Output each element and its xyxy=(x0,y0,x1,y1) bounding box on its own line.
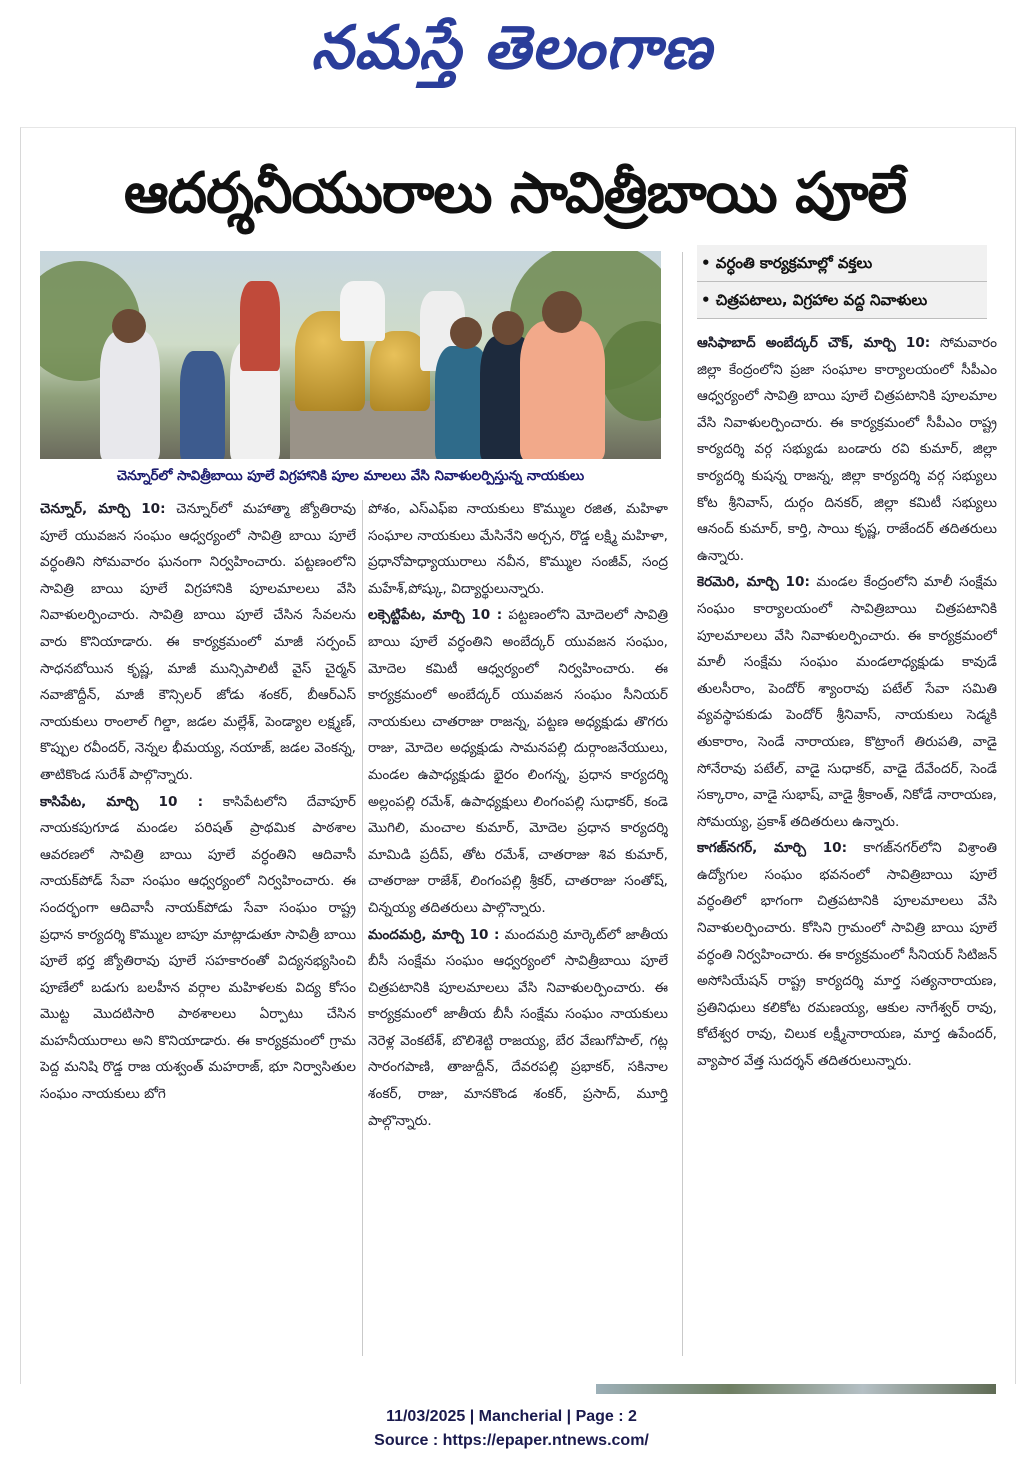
paragraph-text: కాగజ్‌నగర్‌లోని విశ్రాంతి ఉద్యోగుల సంఘం భవనంలో సావిత్రిబాయి పూలే వర్ధంతిలో భాగంగా చిత్రపటానికి పూలమాలలు వేసి నివాళులర్పించారు. కోసిని గ్రామంలో సావిత్రి బాయి పూలే వర్ధంతి నిర్వహించారు. ఈ కార్యక్రమంలో సీనియర్ సిటిజన్ అసోసియేషన్ రాష్ట్ర కార్యదర్శి మార్త సత్యనారాయణ, ప్రతినిధులు కలికోట రమణయ్య, ఆకుల నాగేశ్వర్ రావు, కోటేశ్వర రావు, చిలుక లక్ష్మీనారాయణ, మార్త ఉపేందర్, వ్యాపార వేత్త సుదర్శన్ తదితరులున్నారు. xyxy=(697,840,997,1070)
dateline: కాగజ్‌నగర్, మార్చి 10: xyxy=(697,840,848,857)
paragraph xyxy=(368,496,668,602)
dateline: కెరమెరి, మార్చి 10: xyxy=(697,574,810,591)
article-column-3 xyxy=(697,330,997,1360)
article-column-1 xyxy=(40,496,356,1360)
article-column-2 xyxy=(368,496,668,1360)
bottom-photo-strip xyxy=(596,1384,996,1394)
paragraph xyxy=(368,602,668,921)
paragraph-text: చెన్నూర్‌లో మహాత్మా జ్యోతిరావు పూలే యువజన సంఘం ఆధ్వర్యంలో సావిత్రి బాయి పూలే వర్ధంతిని సోమవారం ఘనంగా నిర్వహించారు. పట్టణంలోని సావిత్రి బాయి పూలే విగ్రహానికి పూలమాలలు వేసి నివాళులర్పించారు. సావిత్రి బాయి పూలే చేసిన సేవలను వారు కొనియాడారు. ఈ కార్యక్రమంలో మాజీ సర్పంచ్ సాధనబోయిన కృష్ణ, మాజీ మున్సిపాలిటీ వైస్ చైర్మన్ నవాజొద్దీన్, మాజీ కౌన్సిలర్ జోడు శంకర్, బీఆర్‌ఎస్ నాయకులు రాంలాల్ గిల్డా, జడల మల్లేశ్, పెండ్యాల లక్ష్మణ్, కొప్పుల రవీందర్, నెన్నల భీమయ్య, నయాజ్, జడల వెంకన్న, తాటికొండ సురేశ్ పాల్గొన్నారు. xyxy=(40,501,356,783)
dateline: ఆసిఫాబాద్ అంబేద్కర్ చౌక్, మార్చి 10: xyxy=(697,335,931,351)
paragraph xyxy=(697,569,997,835)
paragraph xyxy=(40,496,356,789)
dateline: కాసిపేట, మార్చి 10 : xyxy=(40,793,204,810)
paragraph xyxy=(368,922,668,1135)
masthead-title: నమస్తే తెలంగాణ xyxy=(310,13,713,83)
subheads xyxy=(697,245,987,319)
paragraph xyxy=(697,835,997,1074)
subhead-item: • వర్ధంతి కార్యక్రమాల్లో వక్తలు xyxy=(697,245,987,282)
subhead-item: • చిత్రపటాలు, విగ్రహాల వద్ద నివాళులు xyxy=(697,282,987,319)
photo-caption: చెన్నూర్‌లో సావిత్రీబాయి పూలే విగ్రహానికి పూల మాలలు వేసి నివాళులర్పిస్తున్న నాయకులు xyxy=(116,468,585,484)
paragraph xyxy=(40,789,356,1108)
dateline: మందమర్రి, మార్చి 10 : xyxy=(368,926,500,943)
article-headline: ఆదర్శనీయురాలు సావిత్రీబాయి పూలే xyxy=(123,161,907,226)
footer-source-line: Source : https://epaper.ntnews.com/ xyxy=(374,1432,649,1449)
paragraph-text: మండల కేంద్రంలోని మాలీ సంక్షేమ సంఘం కార్యాలయంలో సావిత్రిబాయి చిత్రపటానికి పూలమాలలు వేసి నివాళులర్పించారు. ఈ కార్యక్రమంలో మాలీ సంక్షేమ సంఘం మండలాధ్యక్షుడు కావుడే తులసీరాం, పెందోర్ శ్యాంరావు పటేల్ సేవా సమితి వ్యవస్థాపకుడు పెందోర్ శ్రీనివాస్, నాయకులు సెడ్మకి తుకారాం, సెండే నారాయణ, కొట్రాంగే తిరుపతి, వాడై సోనేరావు పటేల్, వాడై సుధాకర్, వాడై దేవేందర్, సెండే సక్కారాం, వాడై సుభాష్, వాడై శ్రీకాంత్, నికోడే నారాయణ, సోమయ్య, ప్రకాశ్ తదితరులు ఉన్నారు. xyxy=(697,574,997,830)
paragraph xyxy=(697,330,997,569)
article-photo xyxy=(40,251,661,459)
masthead xyxy=(0,0,1023,100)
dateline: చెన్నూర్, మార్చి 10: xyxy=(40,501,166,517)
page-footer xyxy=(0,1405,1023,1453)
footer-date-line: 11/03/2025 | Mancherial | Page : 2 xyxy=(386,1408,637,1425)
paragraph-text: కాసిపేటలోని దేవాపూర్ నాయకపుగూడ మండల పరిషత్ ప్రాథమిక పాఠశాల ఆవరణలో సావిత్రి బాయి పూలే వర్ధంతిని ఆదివాసీ నాయక్‌పోడ్ సేవా సంఘం ఆధ్వర్యంలో నిర్వహించారు. ఈ సందర్భంగా ఆదివాసీ నాయక్‌పోడు సేవా సంఘం రాష్ట్ర ప్రధాన కార్యదర్శి కొమ్ముల బాపూ మాట్లాడుతూ సావిత్రీ బాయి పూలే భర్త జ్యోతిరావు పూలే సహకారంతో విద్యనభ్యసించి పూణేలో బడుగు బలహీన వర్గాల మహిళలకు విద్య కోసం మొట్ట మొదటిసారి పాఠశాలలు ఏర్పాటు చేసిన మహనీయురాలు అని కొనియాడారు. ఈ కార్యక్రమంలో గ్రామ పెద్ద మనిషి రొడ్డ రాజ యశ్వంత్ మహరాజ్, భూ నిర్వాసితుల సంఘం నాయకులు బోగె xyxy=(40,793,356,1103)
paragraph-text: సోమవారం జిల్లా కేంద్రంలోని ప్రజా సంఘాల కార్యాలయంలో సీపీఎం ఆధ్వర్యంలో సావిత్రి బాయి పూలే చిత్రపటానికి పూలమాల వేసి నివాళులర్పించారు. ఈ కార్యక్రమంలో సీపీఎం రాష్ట్ర కార్యదర్శి వర్గ సభ్యుడు బండారు రవి కుమార్, జిల్లా కార్యదర్శి కుషన్న రాజన్న, జిల్లా కార్యదర్శి వర్గ సభ్యులు కోట శ్రీనివాస్, దుర్గం దినకర్, జిల్లా కమిటీ సభ్యులు ఆనంద్ కుమార్, కార్తి, సాయి కృష్ణ, రాజేందర్ తదితరులు ఉన్నారు. xyxy=(697,335,997,564)
dateline: లక్సెట్టిపేట, మార్చి 10 : xyxy=(368,607,503,624)
paragraph-text: పట్టణంలోని మోదెలలో సావిత్రి బాయి పూలే వర్ధంతిని అంబేద్కర్ యువజన సంఘం, మోదెల కమిటీ ఆధ్వర్యంలో నిర్వహించారు. ఈ కార్యక్రమంలో అంబేద్కర్ యువజన సంఘం సీనియర్ నాయకులు చాతరాజు రాజన్న, పట్టణ అధ్యక్షుడు తొగరు రాజు, మోదెల అధ్యక్షుడు సామనపల్లి దుర్గాంజనేయులు, మండల ఉపాధ్యక్షుడు భైరం లింగన్న, ప్రధాన కార్యదర్శి అల్లంపల్లి రమేశ్, ఉపాధ్యక్షులు లింగంపల్లి సుధాకర్, కండె మొగిలి, మంచాల కుమార్, మోదెల ప్రధాన కార్యదర్శి మామిడి ప్రదీప్, తోట రమేశ్, చాతరాజు శివ కుమార్, చాతరాజు రాజేశ్, లింగంపల్లి శ్రీకర్, చాతరాజు సంతోష్, చిన్నయ్య తదితరులు పాల్గొన్నారు. xyxy=(368,607,668,916)
paragraph-text: మందమర్రి మార్కెట్‌లో జాతీయ బీసీ సంక్షేమ సంఘం ఆధ్వర్యంలో సావిత్రీబాయి పూలే చిత్రపటానికి పూలమాలలు వేసి నివాళులర్పించారు. ఈ కార్యక్రమంలో జాతీయ బీసీ సంక్షేమ సంఘం నాయకులు నెరెళ్ల వెంకటేశ్, బొలిశెట్టి రాజయ్య, బేర వేణుగోపాల్, గట్ల సారంగపాణి, తాజుద్దీన్, దేవరపల్లి ప్రభాకర్, సకినాల శంకర్, రాజు, మానకొండ శంకర్, ప్రసాద్, మూర్తి పాల్గొన్నారు. xyxy=(368,926,668,1129)
column-rule xyxy=(682,252,683,1356)
paragraph-text: పోశం, ఎస్‌ఎఫ్‌ఐ నాయకులు కొమ్ముల రజిత, మహిళా సంఘాల నాయకులు మేసినేని అర్చన, రొడ్డ లక్ష్మి మహిళా, ప్రధానోపాధ్యాయురాలు నవీన, కొమ్ముల సంజీవ్, సంద్ర మహేశ్,పోష్కు, విద్యార్థులున్నారు. xyxy=(368,501,668,597)
column-rule xyxy=(362,500,363,1356)
